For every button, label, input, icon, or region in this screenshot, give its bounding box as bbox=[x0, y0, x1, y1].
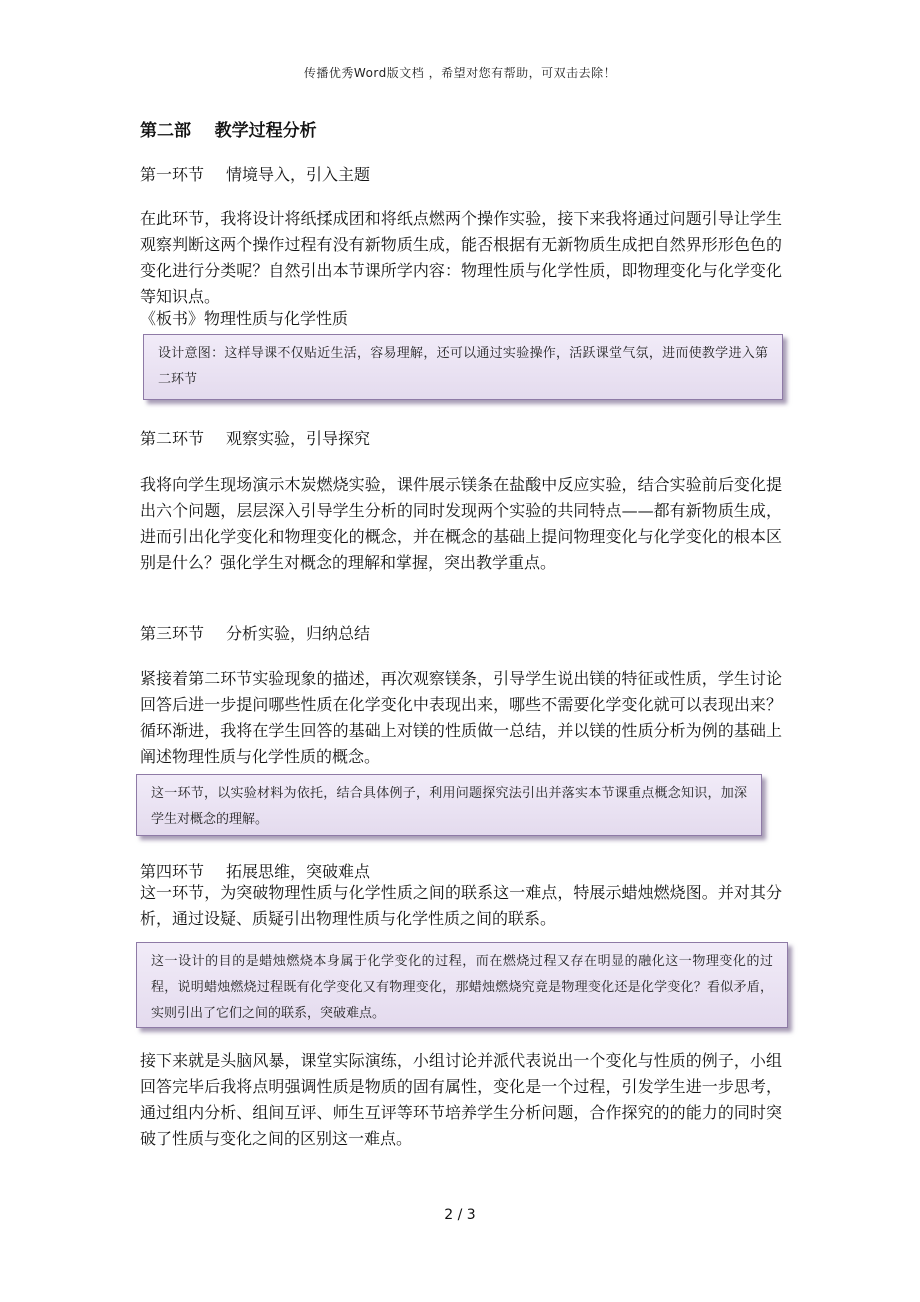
section-3-design-note: 这一环节，以实验材料为依托，结合具体例子，利用问题探究法引出并落实本节课重点概念知识，加深学生对概念的理解。 bbox=[136, 774, 762, 836]
section-1-design-note: 设计意图：这样导课不仅贴近生活，容易理解，还可以通过实验操作，活跃课堂气氛，进而使教学进入第二环节 bbox=[143, 334, 783, 400]
section-1-paragraph: 在此环节，我将设计将纸揉成团和将纸点燃两个操作实验，接下来我将通过问题引导让学生观察判断这两个操作过程有没有新物质生成，能否根据有无新物质生成把自然界形形色色的变化进行分类呢？自然引出本节课所学内容：物理性质与化学性质，即物理变化与化学变化等知识点。 bbox=[140, 209, 782, 306]
section-2-heading bbox=[140, 426, 370, 449]
section-2-number: 第二环节 bbox=[140, 429, 205, 448]
header-note: 传播优秀Word版文档 ，希望对您有帮助，可双击去除！ bbox=[303, 66, 617, 80]
section-4-title: 拓展思维，突破难点 bbox=[226, 862, 371, 881]
section-4-paragraph: 这一环节，为突破物理性质与化学性质之间的联系这一难点，特展示蜡烛燃烧图。并对其分析，通过设疑、质疑引出物理性质与化学性质之间的联系。 bbox=[140, 883, 782, 928]
section-3-paragraph: 紧接着第二环节实验现象的描述，再次观察镁条，引导学生说出镁的特征或性质，学生讨论回答后进一步提问哪些性质在化学变化中表现出来，哪些不需要化学变化就可以表现出来？循环渐进，我将在学生回答的基础上对镁的性质做一总结，并以镁的性质分析为例的基础上阐述物理性质与化学性质的概念。 bbox=[140, 669, 782, 766]
section-1-blackboard: 《板书》物理性质与化学性质 bbox=[140, 309, 349, 328]
part-title: 第二部 教学过程分析 bbox=[140, 121, 317, 141]
section-3-title: 分析实验，归纳总结 bbox=[226, 624, 371, 643]
section-2-title: 观察实验，引导探究 bbox=[226, 429, 371, 448]
page-number: 2 / 3 bbox=[444, 1207, 476, 1223]
section-2-paragraph: 我将向学生现场演示木炭燃烧实验，课件展示镁条在盐酸中反应实验，结合实验前后变化提出六个问题，层层深入引导学生分析的同时发现两个实验的共同特点——都有新物质生成，进而引出化学变化和物理变化的概念，并在概念的基础上提问物理变化与化学变化的根本区别是什么？强化学生对概念的理解和掌握，突出教学重点。 bbox=[140, 475, 782, 572]
section-4-paragraph-2: 接下来就是头脑风暴，课堂实际演练，小组讨论并派代表说出一个变化与性质的例子，小组回答完毕后我将点明强调性质是物质的固有属性，变化是一个过程，引发学生进一步思考，通过组内分析、组间互评、师生互评等环节培养学生分析问题，合作探究的的能力的同时突破了性质与变化之间的区别这一难点。 bbox=[140, 1051, 782, 1148]
section-1-number: 第一环节 bbox=[140, 165, 205, 184]
section-3-number: 第三环节 bbox=[140, 624, 205, 643]
section-4-heading bbox=[140, 859, 370, 882]
section-1-heading bbox=[140, 162, 370, 185]
section-3-heading bbox=[140, 621, 370, 644]
section-4-number: 第四环节 bbox=[140, 862, 205, 881]
section-4-design-note: 这一设计的目的是蜡烛燃烧本身属于化学变化的过程，而在燃烧过程又存在明显的融化这一物理变化的过程，说明蜡烛燃烧过程既有化学变化又有物理变化，那蜡烛燃烧究竟是物理变化还是化学变化？看似矛盾，实则引出了它们之间的联系，突破难点。 bbox=[136, 942, 788, 1028]
section-1-title: 情境导入，引入主题 bbox=[226, 165, 371, 184]
